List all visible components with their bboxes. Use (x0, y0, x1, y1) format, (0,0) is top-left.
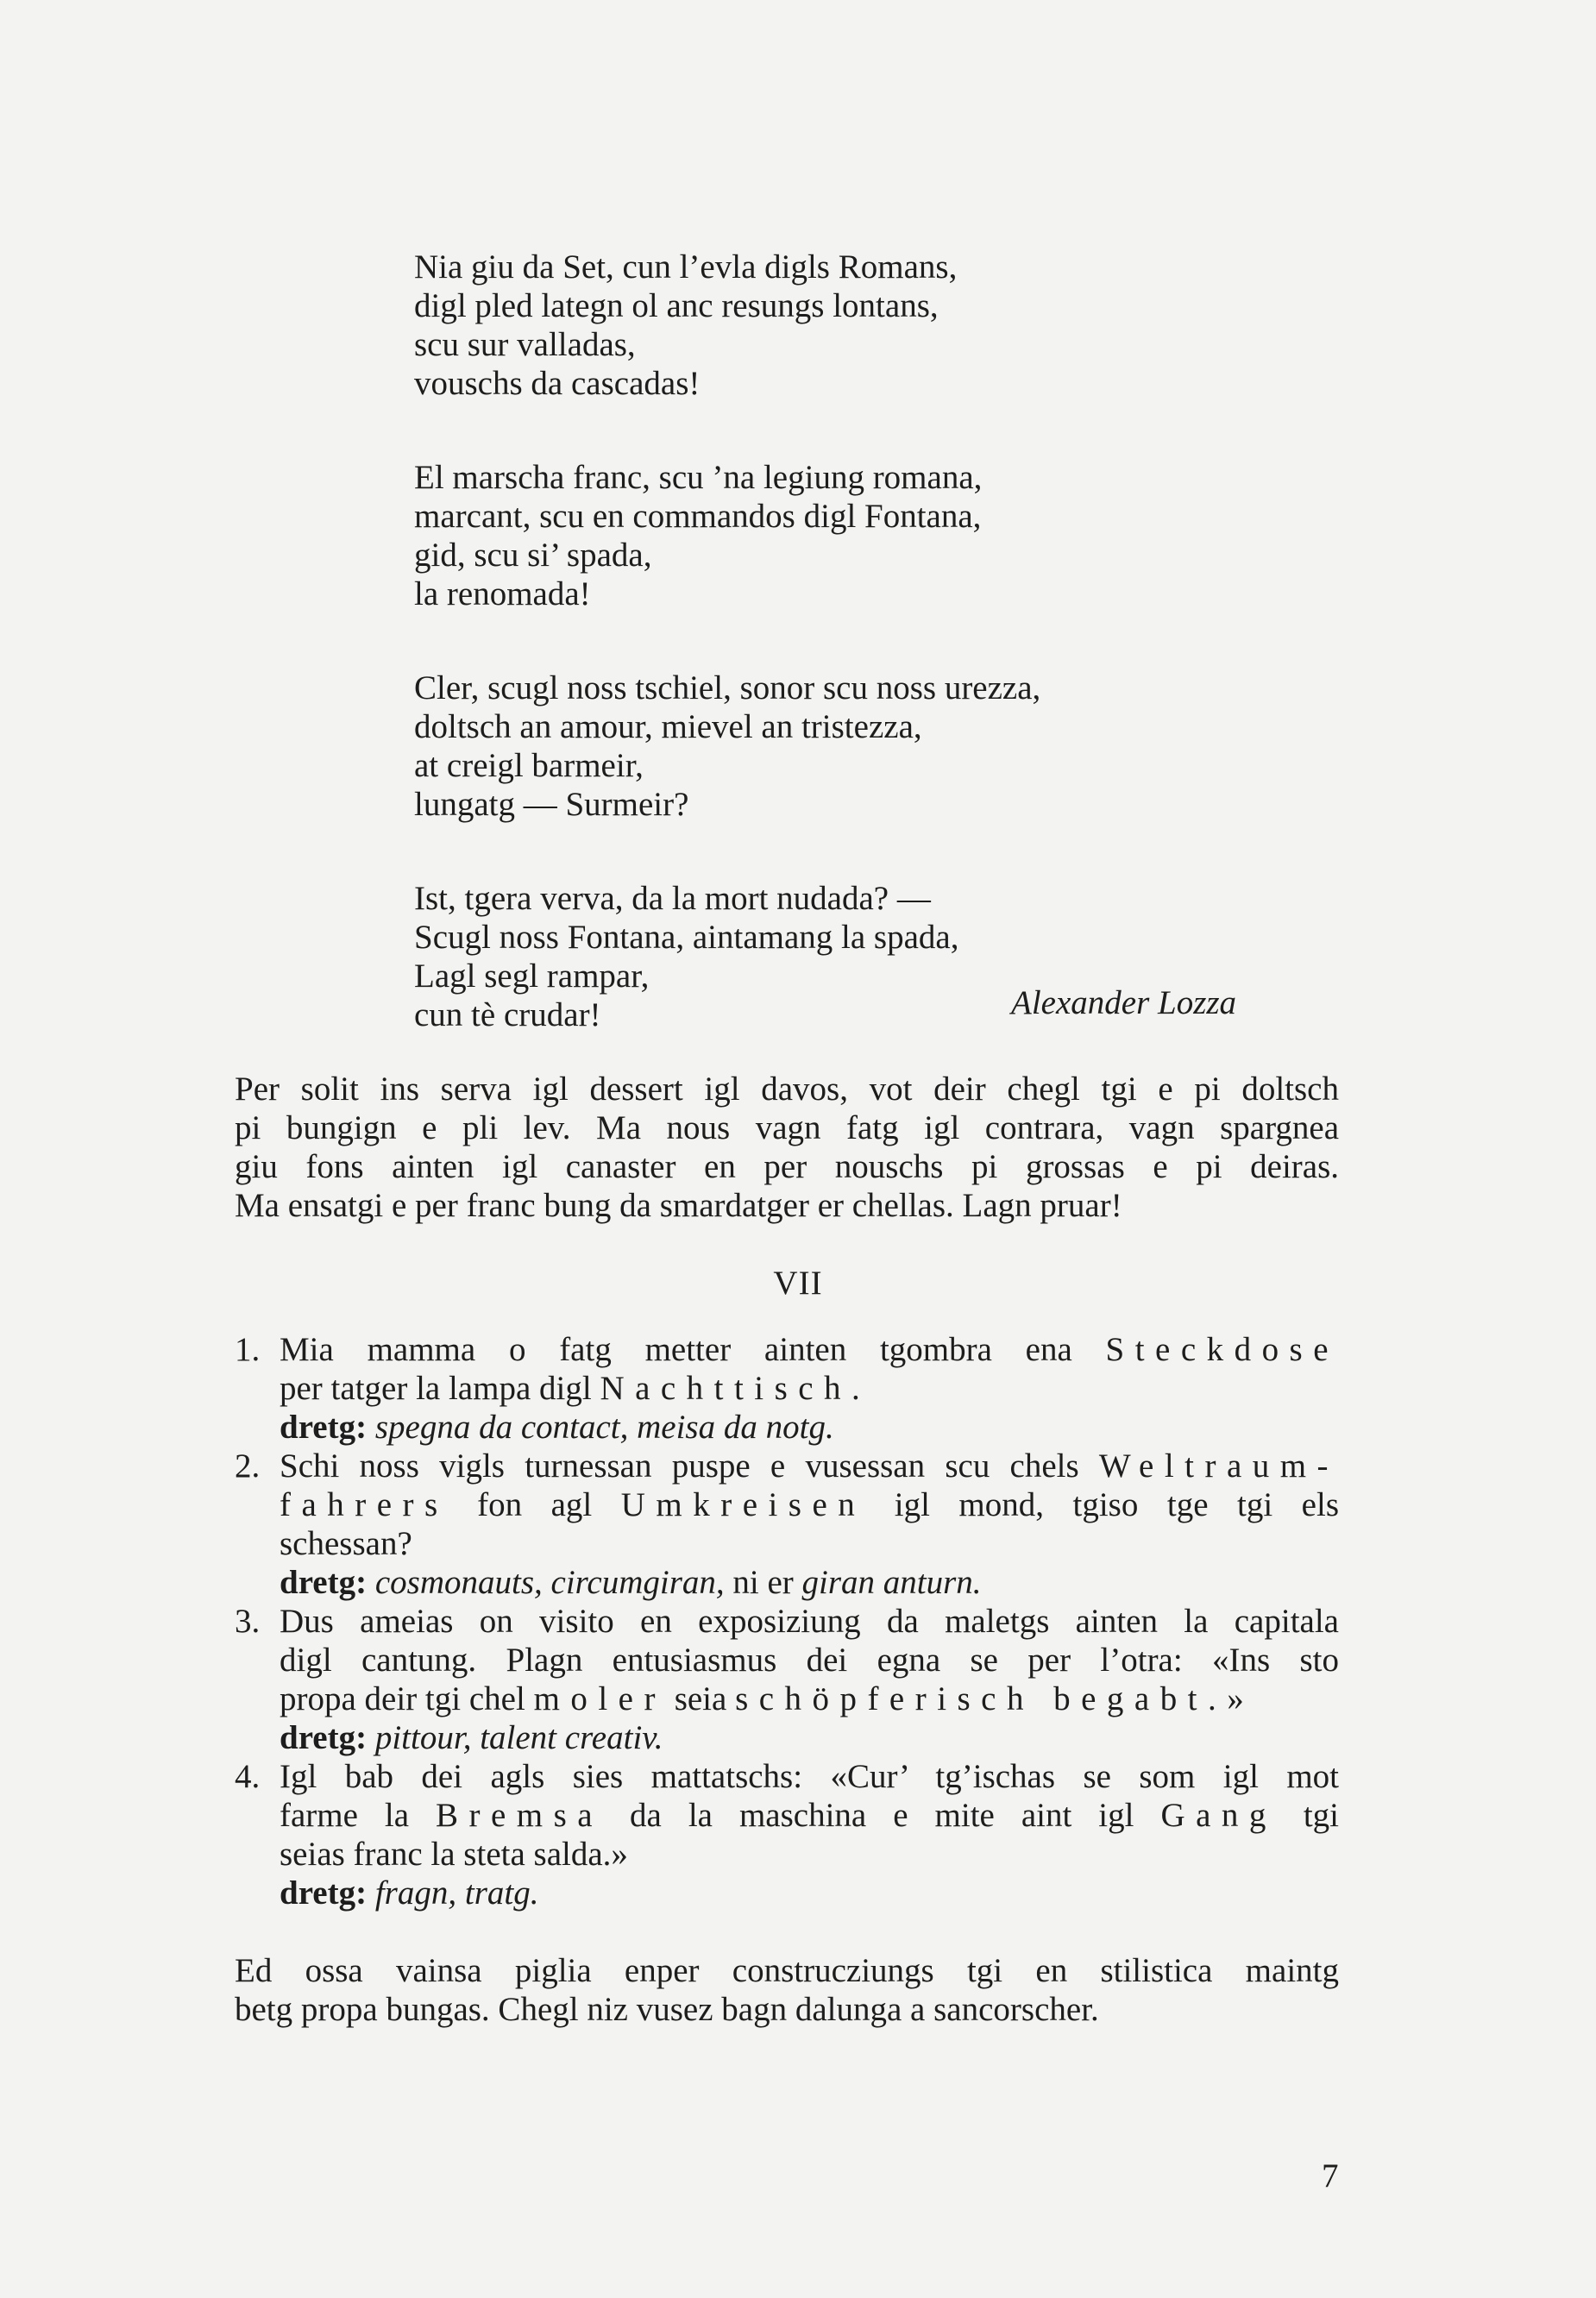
spaced-term: Gang (1160, 1797, 1277, 1834)
text-segment: Mia mamma o fatg metter ainten tgombra ena (280, 1331, 1106, 1368)
text-segment: seia (665, 1680, 736, 1717)
exercise-item (235, 1330, 1339, 1447)
poem-line: El marscha franc, scu ’na legiung romana, (414, 459, 983, 496)
answer-text: ni er (724, 1564, 802, 1601)
spaced-term: Nachttisch. (600, 1370, 871, 1407)
paragraph-construcziungs (235, 1951, 1339, 2029)
poem-line: lungatg — Surmeir? (414, 786, 689, 823)
poem-line: la renomada! (414, 575, 591, 612)
poem-line: Nia giu da Set, cun l’evla digls Romans, (414, 248, 958, 286)
exercise-line (280, 1330, 1339, 1369)
spaced-term: Steckdose (1105, 1331, 1339, 1368)
answer-line (280, 1408, 1339, 1447)
poem-stanza (414, 248, 1329, 403)
exercise-line (280, 1796, 1339, 1835)
exercise-line (280, 1641, 1339, 1680)
poem-stanza (414, 669, 1329, 824)
text-segment: digl cantung. Plagn entusiasmus dei egna se per l’otra: «Ins sto (280, 1642, 1339, 1679)
paragraph-dessert (235, 1070, 1339, 1225)
answer-text: spegna da contact, meisa da notg. (374, 1409, 834, 1446)
exercise-line (280, 1757, 1339, 1796)
answer-line (280, 1718, 1339, 1757)
answer-text: pittour, talent creativ. (374, 1719, 663, 1756)
answer-label: dretg: (280, 1409, 368, 1446)
poem-line: Cler, scugl noss tschiel, sonor scu noss urezza, (414, 669, 1041, 706)
text-segment: per tatger la lampa digl (280, 1370, 600, 1407)
exercise-line (280, 1680, 1339, 1718)
poem-line: Lagl segl rampar, (414, 958, 650, 995)
text-segment: schessan? (280, 1525, 412, 1562)
poem-line: at creigl barmeir, (414, 747, 644, 784)
answer-text: fragn, tratg. (374, 1874, 539, 1912)
exercise-number: 4. (235, 1758, 261, 1795)
poem-line: marcant, scu en commandos digl Fontana, (414, 498, 982, 535)
text-segment: igl mond, tgiso tge tgi els (865, 1486, 1339, 1523)
paragraph-line: pi bungign e pli lev. Ma nous vagn fatg igl contrara, vagn spargnea (235, 1109, 1339, 1146)
exercise-number: 1. (235, 1331, 261, 1368)
page-number: 7 (1322, 2157, 1339, 2194)
poem-stanza (414, 458, 1329, 613)
exercise-line (280, 1524, 1339, 1563)
poem-line: scu sur valladas, (414, 326, 636, 363)
exercise-line (280, 1835, 1339, 1874)
text-segment: seias franc la steta salda.» (280, 1836, 628, 1873)
spaced-term: Bremsa (436, 1797, 604, 1834)
text-segment: fon agl (448, 1486, 621, 1523)
exercise-item (235, 1447, 1339, 1602)
poem-line: Scugl noss Fontana, aintamang la spada, (414, 919, 959, 956)
poem-line: cun tè crudar! (414, 996, 601, 1033)
answer-line (280, 1563, 1339, 1602)
spaced-term: Weltraum- (1098, 1447, 1339, 1485)
spaced-term: schöpferisch begabt.» (735, 1680, 1255, 1717)
exercise-number: 2. (235, 1447, 261, 1485)
poem-line: doltsch an amour, mievel an tristezza, (414, 708, 922, 745)
poem (414, 248, 1329, 1089)
poem-line: digl pled lategn ol anc resungs lontans, (414, 287, 939, 324)
spaced-term: moler (533, 1680, 666, 1717)
text-segment: tgi (1276, 1797, 1340, 1834)
spaced-term: Umkreisen (620, 1486, 866, 1523)
paragraph-line: betg propa bungas. Chegl niz vusez bagn dalunga a sancorscher. (235, 1991, 1099, 2028)
answer-text: giran anturn. (801, 1564, 982, 1601)
text-segment: Dus ameias on visito en exposiziung da maletgs ainten la capitala (280, 1603, 1339, 1640)
spaced-term: fahrers (280, 1486, 449, 1523)
paragraph-line: giu fons ainten igl canaster en per nouschs pi grossas e pi deiras. (235, 1148, 1339, 1185)
exercise-number: 3. (235, 1603, 261, 1640)
text-segment: Igl bab dei agls sies mattatschs: «Cur’ tg’ischas se som igl mot (280, 1758, 1339, 1795)
text-segment: farme la (280, 1797, 437, 1834)
text-segment: propa deir tgi chel (280, 1680, 534, 1717)
answer-text: cosmonauts, circumgiran, (374, 1564, 725, 1601)
paragraph-line: Per solit ins serva igl dessert igl davos, vot deir chegl tgi e pi doltsch (235, 1071, 1339, 1108)
answer-label: dretg: (280, 1874, 368, 1912)
paragraph-line: Ed ossa vainsa piglia enper construcziungs tgi en stilistica maintg (235, 1952, 1339, 1989)
exercise-item (235, 1757, 1339, 1912)
text-segment: Schi noss vigls turnessan puspe e vusessan scu chels (280, 1447, 1099, 1485)
text-segment: da la maschina e mite aint igl (603, 1797, 1161, 1834)
exercise-line (280, 1369, 1339, 1408)
poem-line: gid, scu si’ spada, (414, 537, 652, 574)
exercise-item (235, 1602, 1339, 1757)
poem-line: Ist, tgera verva, da la mort nudada? — (414, 880, 931, 917)
poem-author: Alexander Lozza (1011, 984, 1237, 1021)
poem-line: vouschs da cascadas! (414, 365, 701, 402)
exercise-list (235, 1330, 1339, 1912)
answer-line (280, 1874, 1339, 1912)
paragraph-line: Ma ensatgi e per franc bung da smardatger er chellas. Lagn pruar! (235, 1187, 1122, 1224)
exercise-line (280, 1447, 1339, 1485)
section-heading: VII (773, 1265, 823, 1302)
exercise-line (280, 1602, 1339, 1641)
answer-label: dretg: (280, 1564, 368, 1601)
exercise-line (280, 1485, 1339, 1524)
answer-label: dretg: (280, 1719, 368, 1756)
